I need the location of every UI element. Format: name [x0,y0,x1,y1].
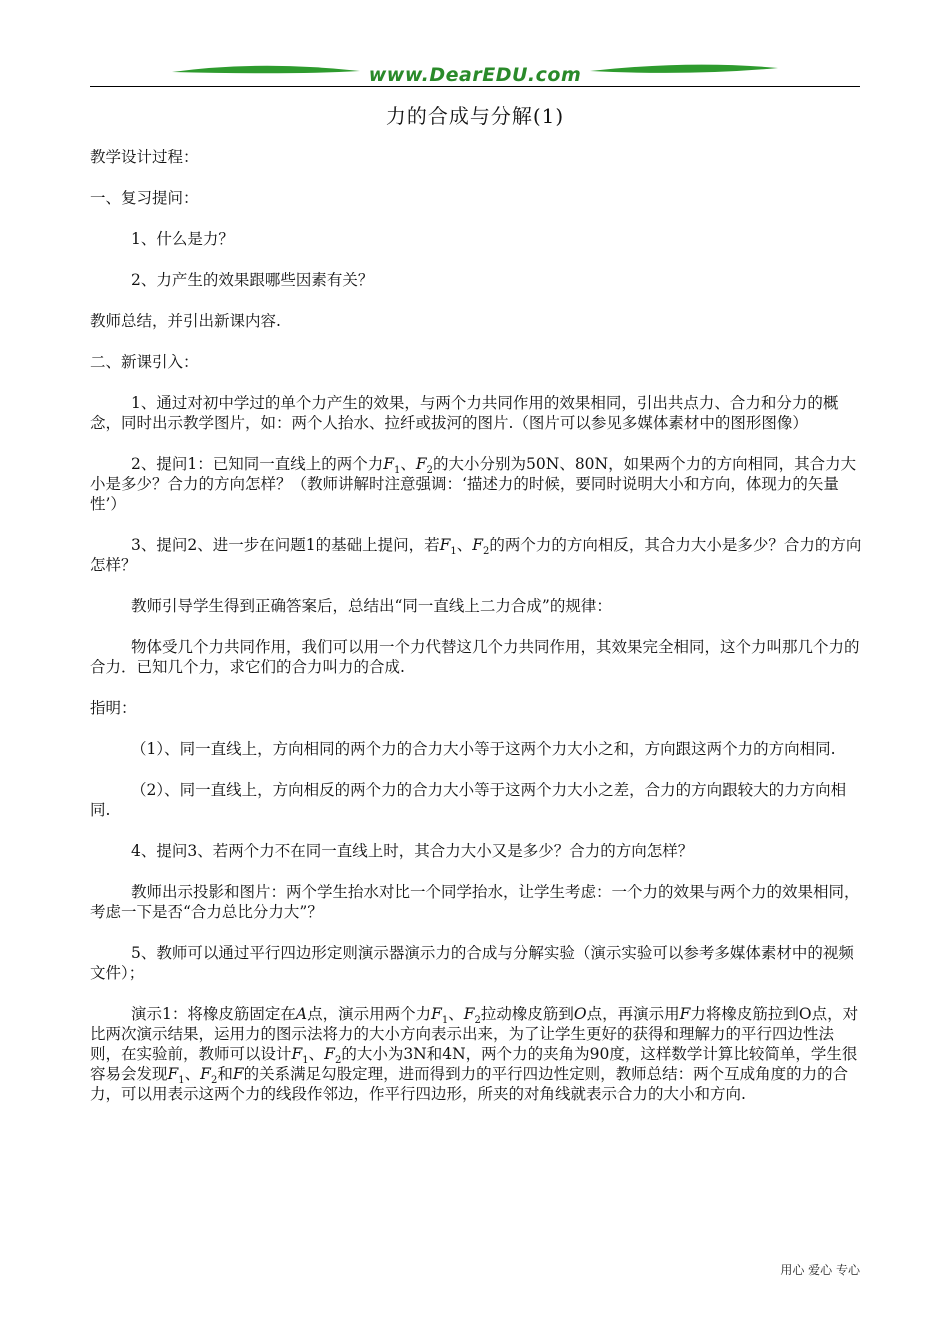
document-title: 力的合成与分解(1) [385,104,565,128]
force-symbol: F [200,1065,211,1083]
force-symbol: F [291,1045,303,1063]
force-symbol: F [324,1045,335,1063]
text-run: 2、提问1：已知同一直线上的两个力 [131,455,384,473]
text-run: 、 [308,1045,325,1063]
text-run: 拉动橡皮筋到 [480,1005,574,1023]
paragraph [90,1004,864,1104]
paragraph: 5、教师可以通过平行四边形定则演示器演示力的合成与分解实验（演示实验可以参考多媒体素材中的视频文件）； [90,944,854,982]
text-run: 演示1：将橡皮筋固定在 [131,1005,296,1023]
text-run: 的大小为3N和4N，两个力的夹角为90度，这样数学计算比较简单，学生很容易会发现 [90,1045,858,1083]
text-run: 和 [217,1065,233,1083]
text-run: 的大小分别为50N、80N，如果两个力的方向相同，其合力大小是多少？合力的方向怎样？（教师讲解时注意强调：‘描述力的时候，要同时说明大小和方向，体现力的矢量性’） [90,455,857,513]
paragraph: 教师出示投影和图片：两个学生抬水对比一个同学抬水，让学生考虑：一个力的效果与两个力的效果相同，考虑一下是否“合力总比分力大”？ [90,883,860,921]
point-symbol: O [573,1005,587,1023]
force-symbol: F [232,1065,244,1083]
paragraph: 4、提问3、若两个力不在同一直线上时，其合力大小又是多少？合力的方向怎样？ [131,842,694,860]
force-symbol: F [679,1005,691,1023]
page-header [90,60,860,90]
force-symbol: F [439,536,451,554]
subscript: 1 [450,546,457,558]
page-footer: 用心 爱心 专心 [780,1263,860,1277]
text-run: 、 [400,455,416,473]
text-run: 点，演示用两个力 [307,1005,432,1023]
paragraph: 指明： [90,699,137,717]
paragraph: 二、新课引入： [90,353,199,371]
paragraph: 教学设计过程： [90,148,199,166]
paragraph [90,535,864,575]
paragraph: 一、复习提问： [90,189,199,207]
point-symbol: A [295,1005,308,1023]
paragraph: （2）、同一直线上，方向相反的两个力的合力大小等于这两个力大小之差，合力的方向跟较大的力方向相同. [90,781,847,819]
paragraph: 1、通过对初中学过的单个力产生的效果，与两个力共同作用的效果相同，引出共点力、合力和分力的概念，同时出示教学图片，如：两个人抬水、拉纤或拔河的图片.（图片可以参见多媒体素材中的图形图像） [90,394,839,432]
text-run: 的关系满足勾股定理，进而得到力的平行四边性定则，教师总结：两个互成角度的力的合力，可以用表示这两个力的线段作邻边，作平行四边形，所夹的对角线就表示合力的大小和方向. [90,1065,849,1103]
subscript: 1 [394,465,401,477]
force-symbol: F [463,1005,475,1023]
subscript: 1 [302,1055,309,1067]
text-run: 力将橡皮筋拉到O点，对比两次演示结果，运用力的图示法将力的大小方向表示出来，为了让学生更好的获得和理解力的平行四边性法则，在实验前，教师可以设计 [90,1005,859,1063]
site-logo-text: www.DearEDU.com [368,64,582,86]
subscript: 2 [210,1075,218,1087]
paragraph: 物体受几个力共同作用，我们可以用一个力代替这几个力共同作用，其效果完全相同，这个力叫那几个力的合力．已知几个力，求它们的合力叫力的合成. [90,638,860,676]
force-symbol: F [383,455,394,473]
force-symbol: F [431,1005,442,1023]
header-divider [90,86,860,87]
force-symbol: F [472,536,484,554]
paragraph: 1、什么是力？ [131,230,234,248]
paragraph: （1）、同一直线上，方向相同的两个力的合力大小等于这两个力大小之和，方向跟这两个力的方向相同. [131,740,836,758]
paragraph: 教师总结，并引出新课内容. [90,312,281,330]
force-symbol: F [167,1065,179,1083]
subscript: 2 [426,465,434,477]
paragraph: 教师引导学生得到正确答案后，总结出“同一直线上二力合成”的规律： [131,597,612,615]
text-run: 、 [448,1005,464,1023]
force-symbol: F [415,455,427,473]
text-run: 、 [456,536,473,554]
subscript: 1 [178,1075,185,1087]
document-body [90,147,864,1125]
paragraph: 2、力产生的效果跟哪些因素有关？ [131,271,374,289]
subscript: 2 [334,1055,342,1067]
text-run: 3、提问2、进一步在问题1的基础上提问，若 [131,536,440,554]
subscript: 1 [441,1015,449,1027]
paragraph [90,454,864,514]
text-run: 、 [184,1065,201,1083]
subscript: 2 [483,546,490,558]
text-run: 的两个力的方向相反，其合力大小是多少？合力的方向怎样？ [90,536,862,574]
subscript: 2 [474,1015,481,1027]
text-run: 点，再演示用 [586,1005,680,1023]
